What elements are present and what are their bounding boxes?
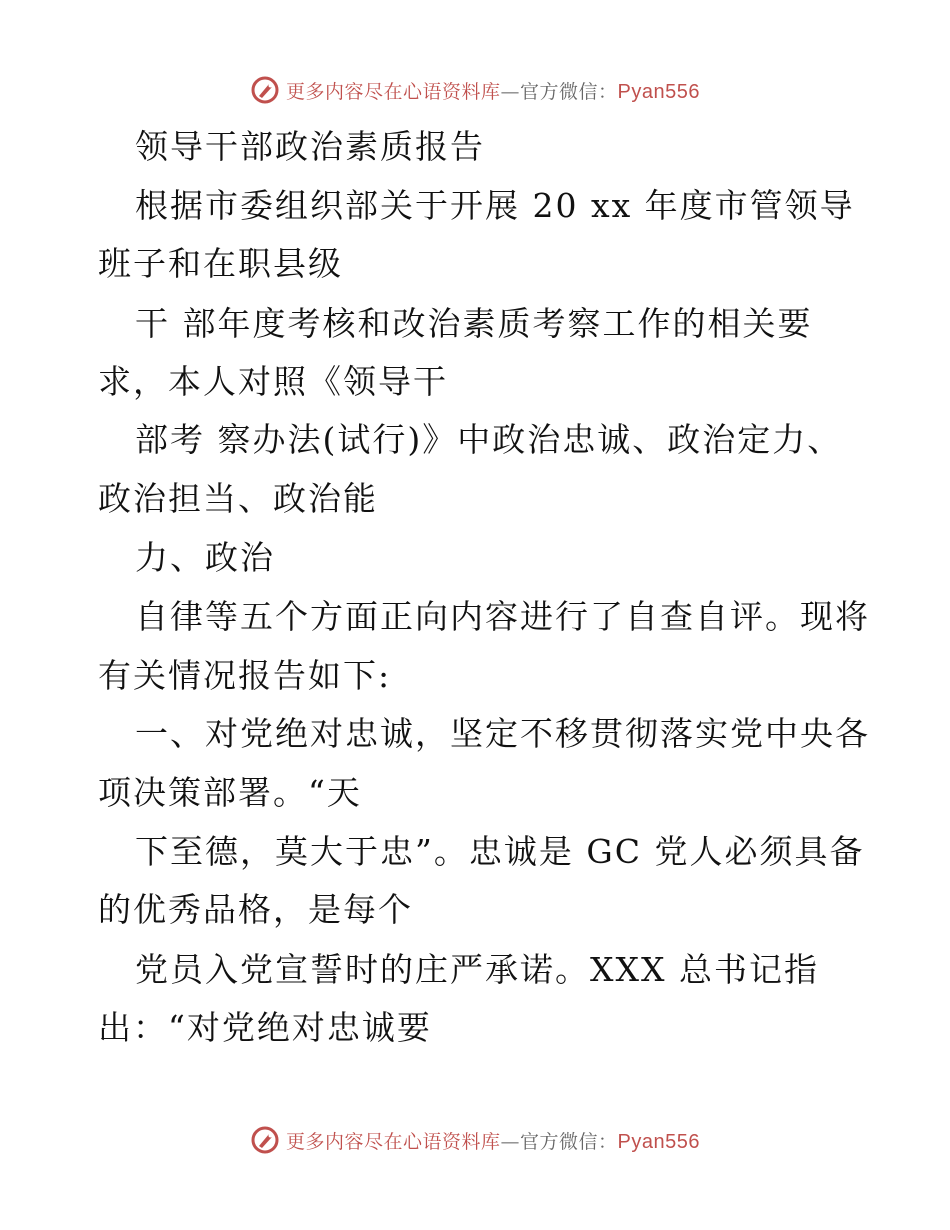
text-line: 项决策部署。“天 (98, 773, 362, 812)
text-line: 班子和在职县级 (98, 244, 343, 283)
text-line: 出：“对党绝对忠诚要 (98, 1008, 432, 1047)
text-line: 求，本人对照《领导干 (98, 362, 448, 401)
text-line: 的优秀品格，是每个 (98, 890, 413, 929)
watermark-handle: Pyan556 (617, 80, 700, 103)
text-line: 自律等五个方面正向内容进行了自查自评。现将 (135, 597, 870, 636)
text-line: 部考 察办法(试行)》中政治忠诚、政治定力、 (135, 420, 843, 459)
watermark-separator: — (500, 1130, 521, 1153)
text-line: 有关情况报告如下: (98, 656, 392, 695)
text-line: 力、政治 (135, 538, 275, 577)
document-title: 领导干部政治素质报告 (135, 127, 485, 166)
pen-nib-logo-icon (250, 1125, 280, 1155)
watermark-label: 官方微信： (520, 1130, 618, 1153)
text-line: 政治担当、政治能 (98, 479, 378, 518)
text-line: 下至德，莫大于忠”。忠诚是 GC 党人必须具备 (135, 832, 865, 871)
watermark-text (286, 1127, 700, 1154)
watermark-handle: Pyan556 (617, 1130, 700, 1153)
text-line: 根据市委组织部关于开展 20 xx 年度市管领导 (135, 186, 855, 225)
text-line: 干 部年度考核和改治素质考察工作的相关要 (135, 304, 813, 343)
watermark-site-text: 更多内容尽在心语资料库 (286, 80, 501, 103)
watermark-site-text: 更多内容尽在心语资料库 (286, 1130, 501, 1153)
watermark-separator: — (500, 80, 521, 103)
watermark-label: 官方微信： (520, 80, 618, 103)
footer-watermark (0, 1120, 950, 1160)
text-line: 党员入党宣誓时的庄严承诺。XXX 总书记指 (135, 950, 819, 989)
section-heading: 一、对党绝对忠诚，坚定不移贯彻落实党中央各 (135, 714, 870, 753)
